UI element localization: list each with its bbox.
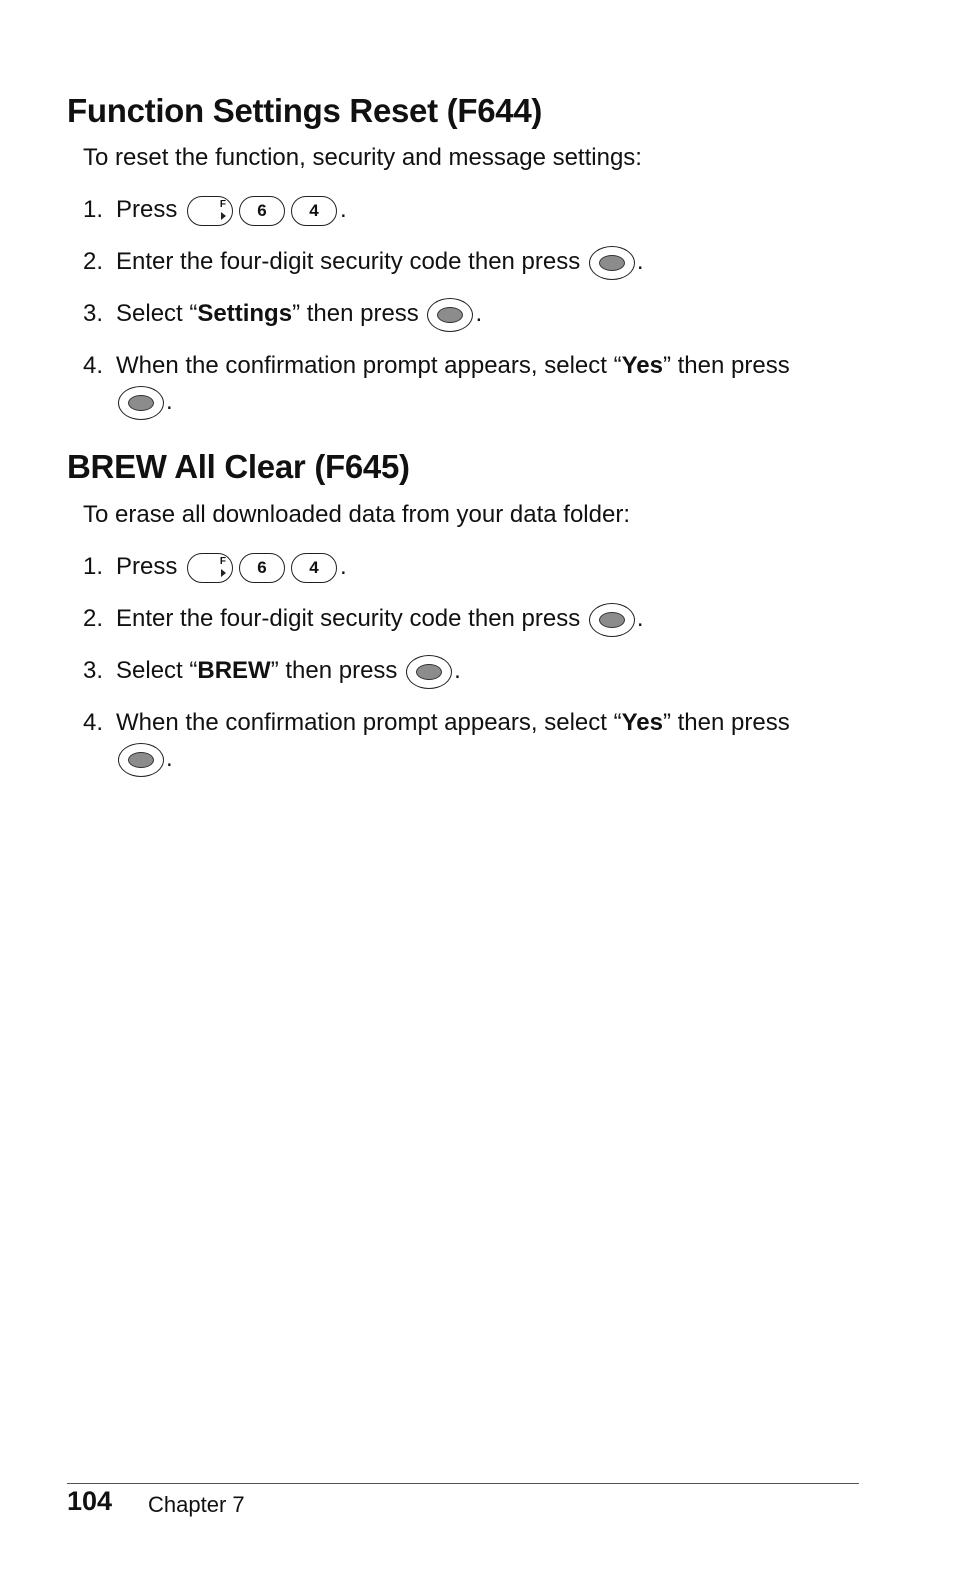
step-number: 1. <box>83 196 104 223</box>
step-punct: . <box>475 300 483 327</box>
step-number: 2. <box>83 605 104 632</box>
step-number: 4. <box>83 709 104 736</box>
step-number: 3. <box>83 300 104 327</box>
page-number: 104 <box>67 1486 113 1516</box>
step-text: When the confirmation prompt appears, select “ <box>116 352 622 379</box>
section-intro: To reset the function, security and message settings: <box>83 144 642 171</box>
step-item <box>83 192 883 228</box>
menu-option-name: Settings <box>197 300 293 327</box>
key-4-icon: 4 <box>291 196 337 226</box>
key-4-icon: 4 <box>291 553 337 583</box>
step-item <box>83 348 883 420</box>
ok-key-icon <box>118 743 164 777</box>
ok-key-icon <box>427 298 473 332</box>
step-text: Select “ <box>116 657 198 684</box>
section-title-f645: BREW All Clear (F645) <box>67 448 410 485</box>
step-item <box>83 244 883 280</box>
key-6-icon: 6 <box>239 553 285 583</box>
step-item <box>83 705 883 777</box>
step-punct: . <box>340 553 347 580</box>
step-number: 4. <box>83 352 104 379</box>
step-punct: . <box>636 605 644 632</box>
step-number: 1. <box>83 553 104 580</box>
step-item <box>83 601 883 637</box>
key-6-icon: 6 <box>239 196 285 226</box>
step-text: Enter the four-digit security code then press <box>116 248 581 275</box>
step-item <box>83 653 883 689</box>
step-text: ” then press <box>662 352 790 379</box>
step-text: ” then press <box>292 300 419 327</box>
chapter-label: Chapter 7 <box>148 1492 245 1517</box>
step-text: Select “ <box>116 300 198 327</box>
step-number: 2. <box>83 248 104 275</box>
step-text: When the confirmation prompt appears, select “ <box>116 709 622 736</box>
menu-option-name: BREW <box>197 657 271 684</box>
step-punct: . <box>166 745 173 772</box>
steps-list <box>83 549 883 793</box>
step-item <box>83 296 883 332</box>
steps-list <box>83 192 883 436</box>
section-title-f644: Function Settings Reset (F644) <box>67 92 543 129</box>
ok-key-icon <box>118 386 164 420</box>
step-text: Enter the four-digit security code then press <box>116 605 581 632</box>
step-text: Press <box>116 196 178 223</box>
section-intro: To erase all downloaded data from your data folder: <box>83 501 630 528</box>
menu-option-name: Yes <box>621 352 663 379</box>
step-text: ” then press <box>270 657 398 684</box>
footer-divider <box>67 1483 859 1484</box>
step-punct: . <box>454 657 461 684</box>
step-punct: . <box>636 248 644 275</box>
ok-key-icon <box>589 246 635 280</box>
step-punct: . <box>166 388 173 415</box>
ok-key-icon <box>589 603 635 637</box>
step-punct: . <box>340 196 347 223</box>
function-key-icon: F <box>187 196 233 226</box>
menu-option-name: Yes <box>621 709 663 736</box>
step-text: ” then press <box>662 709 790 736</box>
ok-key-icon <box>406 655 452 689</box>
step-item <box>83 549 883 585</box>
function-key-icon: F <box>187 553 233 583</box>
step-text: Press <box>116 553 178 580</box>
step-number: 3. <box>83 657 104 684</box>
